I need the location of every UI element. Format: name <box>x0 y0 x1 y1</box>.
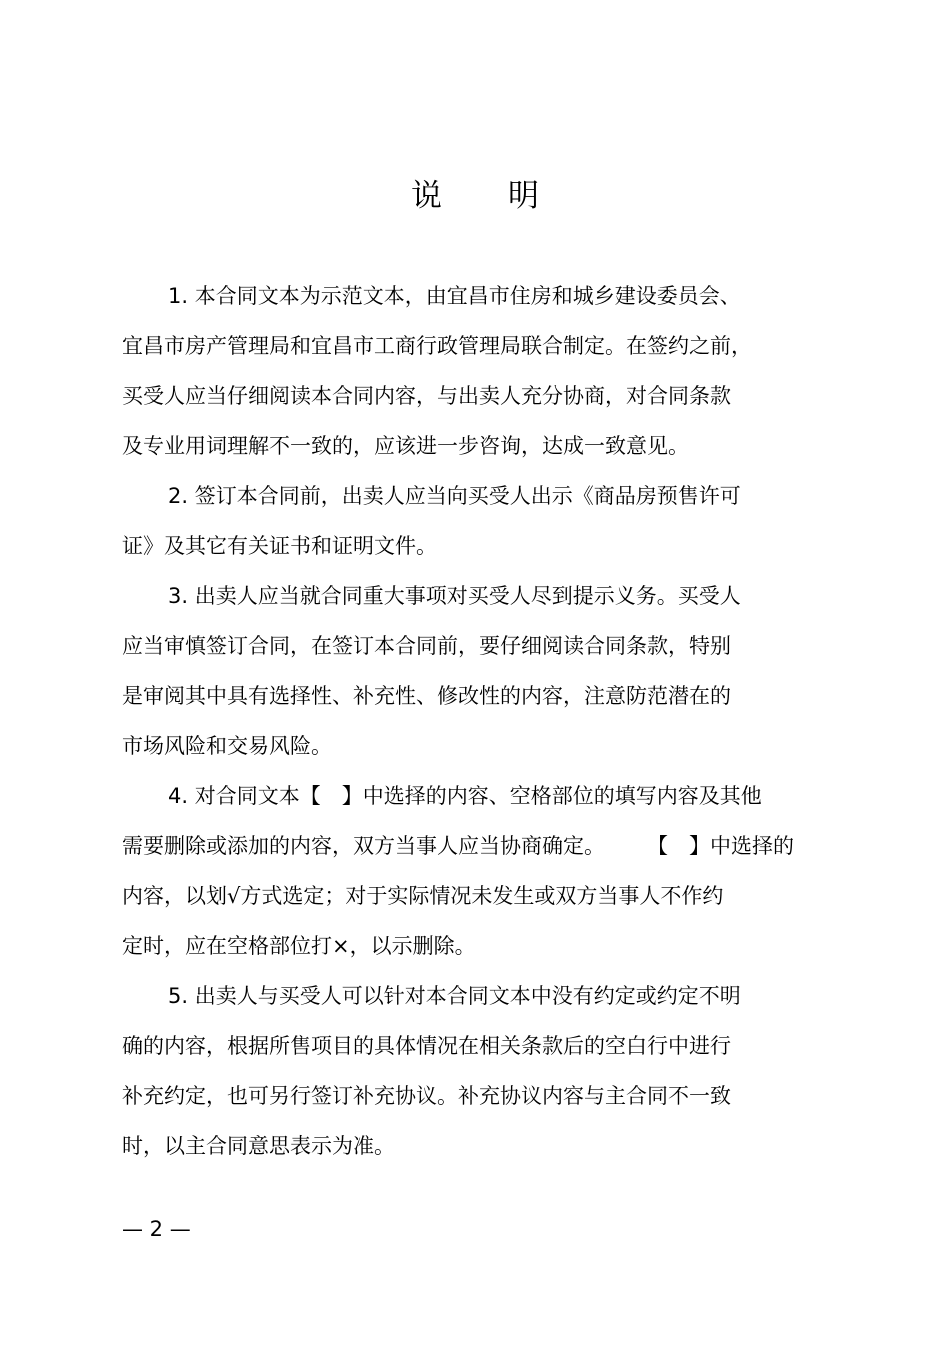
page-title <box>0 174 950 218</box>
title-char-2: 明 <box>508 178 539 214</box>
paragraph-line: 应当审慎签订合同，在签订本合同前，要仔细阅读合同条款，特别 <box>122 634 731 658</box>
paragraph-5 <box>122 978 822 1178</box>
page-number: — 2 — <box>122 1217 191 1241</box>
paragraph-line: 1. 本合同文本为示范文本，由宜昌市住房和城乡建设委员会、 <box>168 284 741 308</box>
paragraph-line: 4. 对合同文本【 】中选择的内容、空格部位的填写内容及其他 <box>168 784 762 808</box>
paragraph-1 <box>122 278 822 478</box>
paragraph-line: 3. 出卖人应当就合同重大事项对买受人尽到提示义务。买受人 <box>168 584 741 608</box>
paragraph-line: 5. 出卖人与买受人可以针对本合同文本中没有约定或约定不明 <box>168 984 741 1008</box>
title-char-1: 说 <box>411 178 442 214</box>
paragraph-line: 及专业用词理解不一致的，应该进一步咨询，达成一致意见。 <box>122 434 689 458</box>
paragraph-line: 确的内容，根据所售项目的具体情况在相关条款后的空白行中进行 <box>122 1034 731 1058</box>
paragraph-line: 2. 签订本合同前，出卖人应当向买受人出示《商品房预售许可 <box>168 484 741 508</box>
paragraph-line: 宜昌市房产管理局和宜昌市工商行政管理局联合制定。在签约之前， <box>122 334 752 358</box>
paragraph-2 <box>122 478 822 578</box>
paragraph-line: 市场风险和交易风险。 <box>122 734 332 758</box>
document-body <box>122 278 822 1178</box>
paragraph-line: 时，以主合同意思表示为准。 <box>122 1134 395 1158</box>
paragraph-line: 补充约定，也可另行签订补充协议。补充协议内容与主合同不一致 <box>122 1084 731 1108</box>
paragraph-line: 买受人应当仔细阅读本合同内容，与出卖人充分协商，对合同条款 <box>122 384 731 408</box>
paragraph-line: 内容，以划√方式选定；对于实际情况未发生或双方当事人不作约 <box>122 884 724 908</box>
paragraph-4 <box>122 778 822 978</box>
paragraph-line: 是审阅其中具有选择性、补充性、修改性的内容，注意防范潜在的 <box>122 684 731 708</box>
paragraph-line: 证》及其它有关证书和证明文件。 <box>122 534 437 558</box>
paragraph-3 <box>122 578 822 778</box>
paragraph-line: 定时，应在空格部位打×，以示删除。 <box>122 934 476 958</box>
paragraph-line: 需要删除或添加的内容，双方当事人应当协商确定。 【 】中选择的 <box>122 834 794 858</box>
